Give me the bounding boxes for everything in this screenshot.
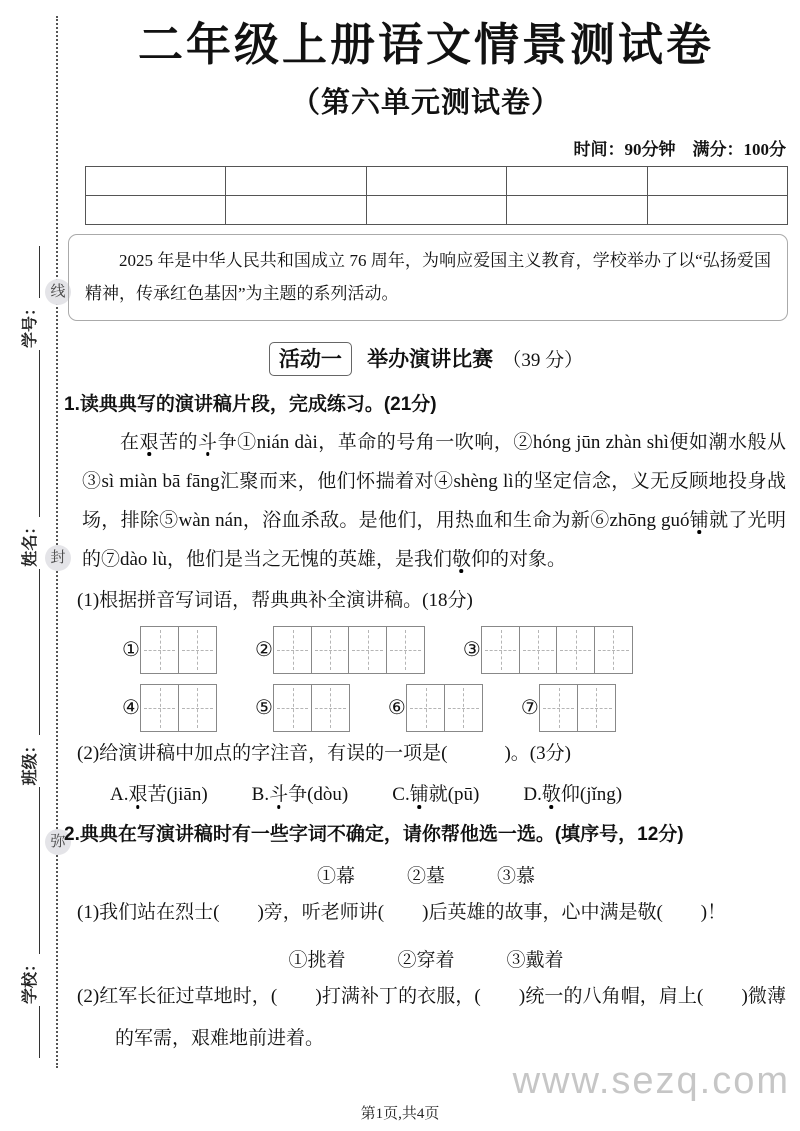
grid-number-label: ③ <box>462 639 481 662</box>
tianzige-cell <box>178 626 217 674</box>
q2-choices-2 <box>64 945 788 972</box>
pinyin-grid-group <box>255 684 350 732</box>
pinyin-grid-row-1 <box>122 626 788 674</box>
grid-number-label: ⑥ <box>387 697 406 720</box>
tianzige-cells <box>142 684 217 732</box>
grid-number-label: ② <box>254 639 273 662</box>
q2-stem: 2.典典在写演讲稿时有一些字词不确定，请你帮他选一选。(填序号，12分) <box>64 824 684 846</box>
q2-choices-1 <box>64 861 788 888</box>
tianzige-cell <box>594 626 633 674</box>
pinyin-grid-group <box>521 684 616 732</box>
score-table-cell <box>647 166 787 195</box>
tianzige-cell <box>519 626 558 674</box>
class-field-label: 班级： <box>22 737 39 786</box>
pinyin-grid-group <box>463 626 633 674</box>
seal-char-feng: 封 <box>45 545 71 571</box>
name-field-label: 姓名： <box>22 518 39 567</box>
main-content <box>64 0 788 1060</box>
tianzige-cell <box>481 626 520 674</box>
student-id-write-line <box>33 246 40 298</box>
score-table-cell <box>86 166 226 195</box>
activity1-score: （39 分） <box>502 350 584 372</box>
student-id-field-label: 学号： <box>22 300 39 349</box>
score-table-cell <box>366 195 506 224</box>
seal-char-xian: 线 <box>45 279 71 305</box>
tianzige-cell <box>140 684 179 732</box>
choice-item: ①挑着 <box>288 949 346 971</box>
score-table-cell <box>507 195 647 224</box>
class-write-line <box>33 569 40 736</box>
grid-number-label: ① <box>122 639 140 662</box>
tianzige-cell <box>311 626 350 674</box>
tianzige-cell <box>444 684 483 732</box>
score-table <box>85 166 788 225</box>
pinyin-grid-group <box>122 684 217 732</box>
score-table-body <box>86 166 788 224</box>
activity1-badge: 活动一 <box>269 342 352 376</box>
tianzige-cells <box>275 684 350 732</box>
score-table-cell <box>366 166 506 195</box>
tianzige-cell <box>577 684 616 732</box>
tianzige-cells <box>541 684 616 732</box>
tianzige-cell <box>273 626 312 674</box>
intro-box: 2025 年是中华人民共和国成立 76 周年，为响应爱国主义教育，学校举办了以“弘扬爱国精神，传承红色基因”为主题的系列活动。 <box>68 234 788 321</box>
q1-stem: 1.读典典写的演讲稿片段，完成练习。(21分) <box>64 394 437 416</box>
activity1-title: 举办演讲比赛 <box>367 348 494 372</box>
tianzige-cell <box>386 626 425 674</box>
q1-sub2-options <box>110 779 788 806</box>
student-info-margin <box>6 246 40 1058</box>
choice-item: A.艰苦(jiān) <box>110 784 208 806</box>
tianzige-cell <box>140 626 179 674</box>
tianzige-cells <box>483 626 633 674</box>
tianzige-cell <box>273 684 312 732</box>
q1-sub2-stem: (2)给演讲稿中加点的字注音，有误的一项是( )。(3分) <box>77 742 571 764</box>
tianzige-cell <box>178 684 217 732</box>
score-table-cell <box>647 195 787 224</box>
q1-passage: 在艰苦的斗争①nián dài，革命的号角一吹响，②hóng jūn zhàn shì便如潮水般从③sì miàn bā fāng汇聚而来，他们怀揣着对④shèng lì的坚定信念，义无反顾地投身战场，排除⑤wàn nán，浴血杀敌。是他们，用热血和生命为新⑥zhōng guó铺就了光明的⑦dào lù，他们是当之无愧的英雄，是我们敬仰的对象。 <box>82 431 786 570</box>
tianzige-cell <box>556 626 595 674</box>
score-table-row <box>86 166 788 195</box>
school-write-line <box>33 787 40 954</box>
activity1-header <box>64 342 788 376</box>
seal-char-mi: 弥 <box>45 829 71 855</box>
pinyin-grid-group <box>122 626 217 674</box>
q2-sentence-2: (2)红军长征过草地时，( )打满补丁的衣服，( )统一的八角帽，肩上( )微薄的军需，艰难地前进着。 <box>77 985 786 1049</box>
choice-item: B.斗争(dòu) <box>251 784 349 806</box>
school-field-label: 学校： <box>22 955 39 1004</box>
q2-sentence-1: (1)我们站在烈士( )旁，听老师讲( )后英雄的故事，心中满是敬( )！ <box>77 901 727 923</box>
choice-item: ③戴着 <box>506 949 564 971</box>
tianzige-cell <box>348 626 387 674</box>
score-table-cell <box>226 195 366 224</box>
score-table-cell <box>507 166 647 195</box>
choice-item: ②穿着 <box>397 949 455 971</box>
page-title: 二年级上册语文情景测试卷 <box>137 20 714 70</box>
write-line <box>33 1006 40 1058</box>
score-table-row <box>86 195 788 224</box>
choice-item: ③慕 <box>497 865 536 887</box>
pinyin-grid-row-2 <box>122 684 788 732</box>
page-footer: 第1页,共4页 <box>360 1106 440 1122</box>
choice-item: ②墓 <box>406 865 445 887</box>
exam-meta: 时间：90分钟 满分：100分 <box>573 139 786 159</box>
page-subtitle: （第六单元测试卷） <box>290 86 561 119</box>
tianzige-cell <box>406 684 445 732</box>
pinyin-grid-group <box>255 626 425 674</box>
tianzige-cell <box>311 684 350 732</box>
score-table-cell <box>86 195 226 224</box>
tianzige-cells <box>408 684 483 732</box>
grid-number-label: ④ <box>122 697 140 720</box>
watermark: www.sezq.com <box>512 1060 790 1102</box>
tianzige-cells <box>142 626 217 674</box>
seal-dotted-line <box>56 16 58 1068</box>
choice-item: ①幕 <box>316 865 355 887</box>
tianzige-cell <box>539 684 578 732</box>
name-write-line <box>33 350 40 517</box>
score-table-cell <box>226 166 366 195</box>
choice-item: D.敬仰(jǐng) <box>523 784 623 806</box>
grid-number-label: ⑦ <box>520 697 539 720</box>
grid-number-label: ⑤ <box>254 697 273 720</box>
choice-item: C.铺就(pū) <box>392 784 480 806</box>
tianzige-cells <box>275 626 425 674</box>
q1-sub1-stem: (1)根据拼音写词语，帮典典补全演讲稿。(18分) <box>77 589 473 611</box>
pinyin-grid-group <box>388 684 483 732</box>
